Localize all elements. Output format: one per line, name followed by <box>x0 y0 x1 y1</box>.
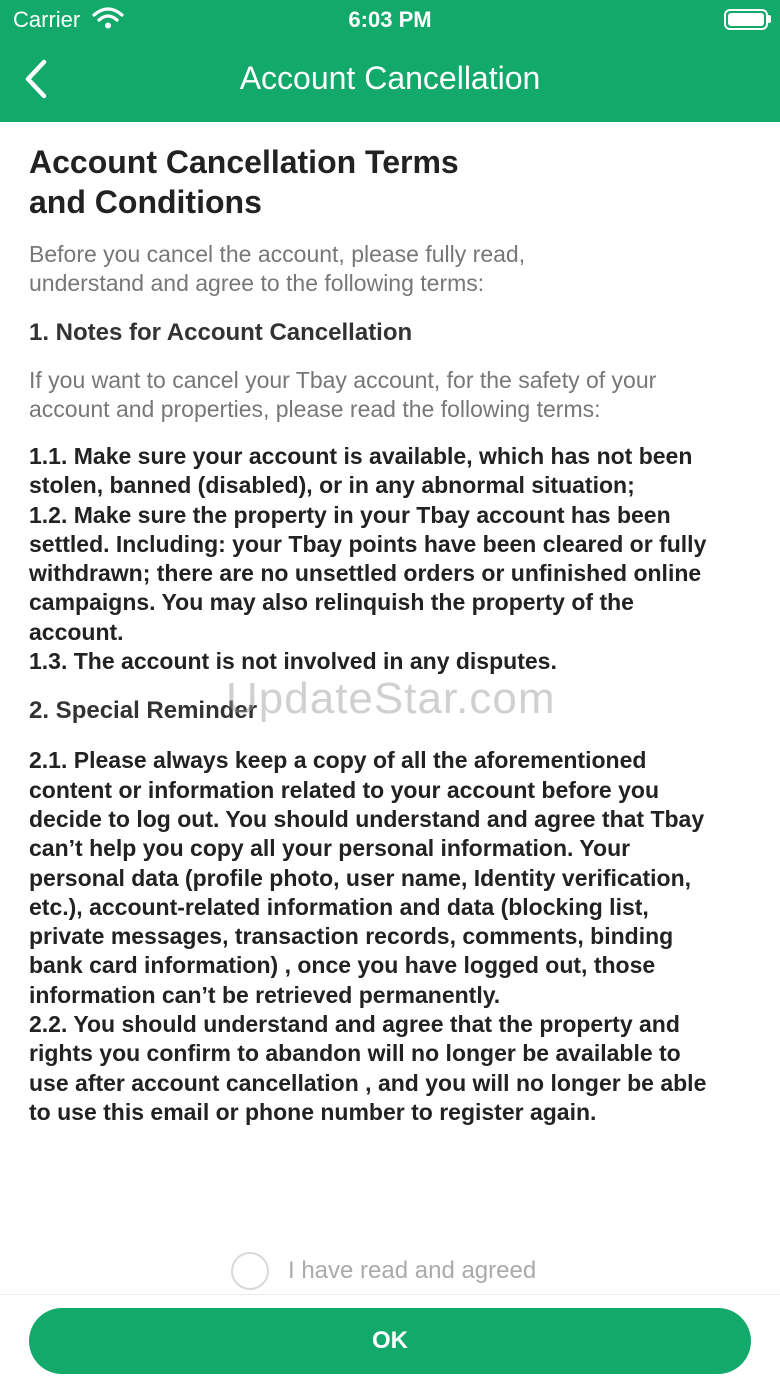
nav-header <box>0 0 780 122</box>
clause-item: 2.2. You should understand and agree that the property and rights you confirm to abandon will no longer be available to use after account cancellation , and you will no longer be able to use this email or phone number to register again. <box>29 1011 707 1125</box>
page-title: Account Cancellation Terms and Conditions <box>29 144 459 220</box>
status-time: 6:03 PM <box>348 7 432 32</box>
section-heading: 1. Notes for Account Cancellation <box>29 319 413 346</box>
watermark: UpdateStar.com <box>226 674 556 723</box>
divider <box>0 1294 780 1295</box>
nav-title: Account Cancellation <box>239 60 541 96</box>
clause-list <box>29 442 709 676</box>
status-bar <box>0 0 780 40</box>
clause-list <box>29 746 709 1127</box>
section-heading: 2. Special Reminder <box>29 697 258 725</box>
clause-item: 1.2. Make sure the property in your Tbay account has been settled. Including: your Tbay points have been cleared or fully withdrawn; there are no unsettled orders or unfinished online campaigns. You may also relinquish the property of the account. <box>29 501 707 645</box>
ok-button[interactable]: OK <box>29 1308 751 1374</box>
agree-label: I have read and agreed <box>288 1257 537 1284</box>
clause-item: 2.1. Please always keep a copy of all the aforementioned content or information related to your account before you decide to log out. You should understand and agree that Tbay can’t help you copy all your personal information. Your personal data (profile photo, user name, Identity verification, etc.), account-related information and data (blocking list, private messages, transaction records, comments, binding bank card information) , once you have logged out, those information can’t be retrieved permanently. <box>29 747 705 1008</box>
agree-radio[interactable] <box>231 1252 269 1290</box>
intro-text: Before you cancel the account, please fully read, understand and agree to the following terms: <box>29 241 526 296</box>
clause-item: 1.3. The account is not involved in any disputes. <box>29 648 557 675</box>
terms-content <box>29 142 709 1127</box>
carrier-label: Carrier <box>13 7 81 32</box>
clause-item: 1.1. Make sure your account is available, which has not been stolen, banned (disabled), or in any abnormal situation; <box>29 443 693 499</box>
battery-cap <box>768 15 771 23</box>
agree-checkbox-row[interactable] <box>231 1252 536 1290</box>
section-intro: If you want to cancel your Tbay account, for the safety of your account and properties, please read the following terms: <box>29 367 657 422</box>
battery-icon <box>724 9 768 30</box>
